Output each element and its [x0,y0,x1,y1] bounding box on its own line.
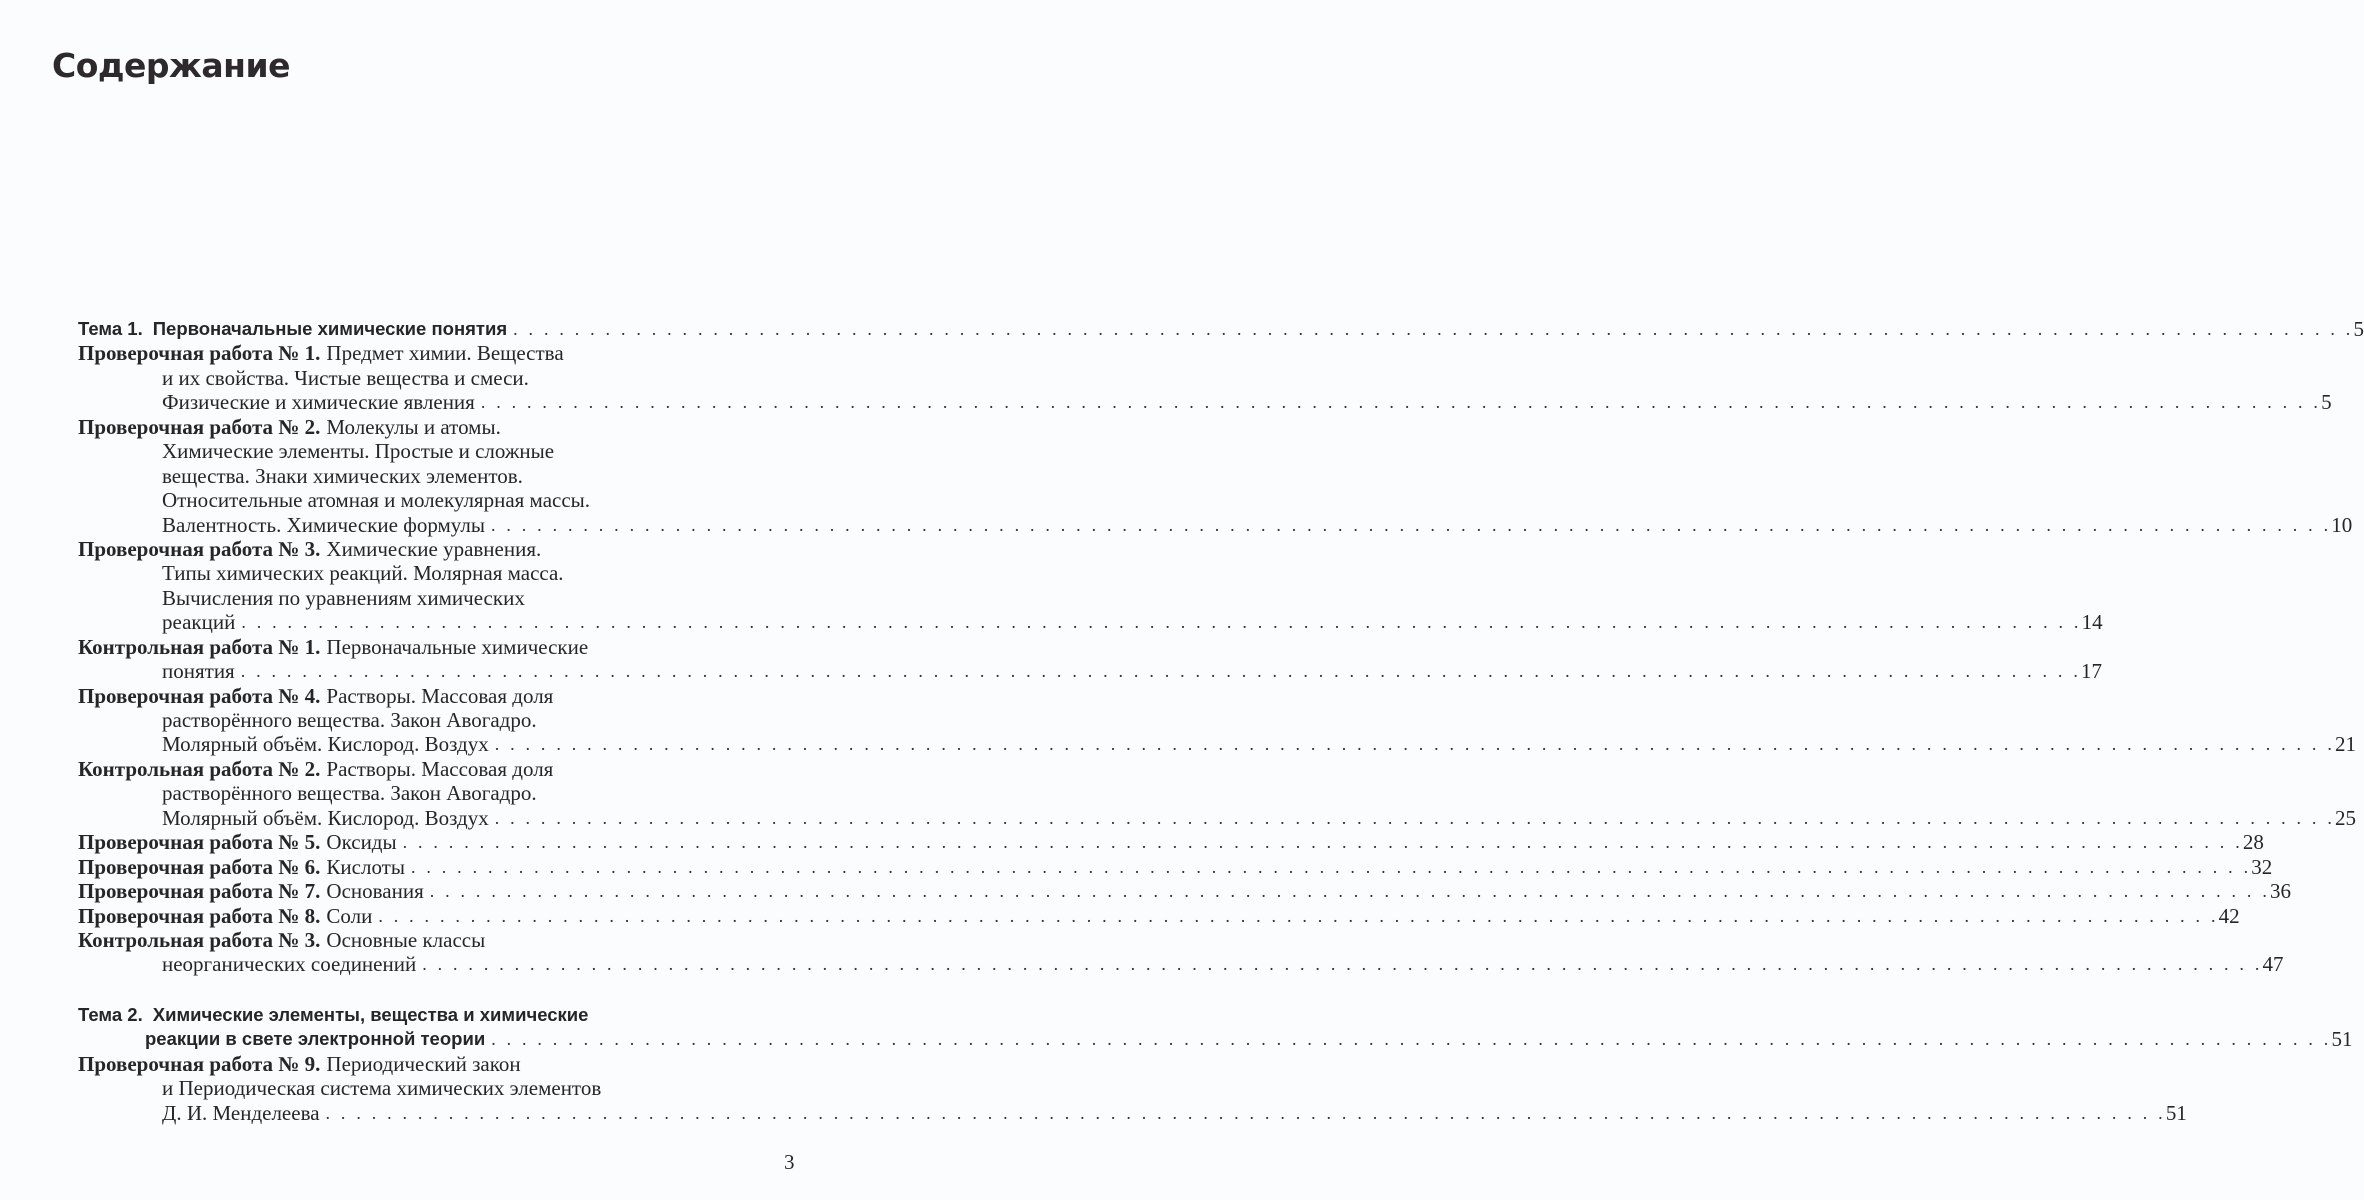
toc-line [78,1003,802,1027]
entry-page: 42 [2218,903,2240,928]
dot-leader: . . . . . . . . . . . . . . . . . . . . . . . . . . . . . . . . . . . . . . . . . . . . . . . . . . . . . . . . . . . . . . . . . . . . . . . . . . . . . . . . . . . . . . . . . . . . . . . . . . . . . . . . . . . . . . . . . . . . . . . . [410,856,2252,877]
entry-text: Основные классы [326,927,486,952]
entry-text: Кислоты [326,854,405,879]
toc-topic [78,317,2364,341]
toc-line [78,684,802,708]
entry-page: 5 [2353,317,2364,341]
dot-leader: . . . . . . . . . . . . . . . . . . . . . . . . . . . . . . . . . . . . . . . . . . . . . . . . . . . . . . . . . . . . . . . . . . . . . . . . . . . . . . . . . . . . . . . . . . . . . . . . . . . . . . . . . . . . . . . . . . . . . . . . [494,807,2336,828]
entry-page: 5 [2321,390,2332,415]
entry-page: 36 [2270,879,2292,904]
dot-leader: . . . . . . . . . . . . . . . . . . . . . . . . . . . . . . . . . . . . . . . . . . . . . . . . . . . . . . . . . . . . . . . . . . . . . . . . . . . . . . . . . . . . . . . . . . . . . . . . . . . . . . . . . . . . . . . . . . . . . . . . [422,954,2263,975]
page-number: 3 [784,1150,795,1174]
entry-text: Молекулы и атомы. [326,414,501,439]
dot-leader: . . . . . . . . . . . . . . . . . . . . . . . . . . . . . . . . . . . . . . . . . . . . . . . . . . . . . . . . . . . . . . . . . . . . . . . . . . . . . . . . . . . . . . . . . . . . . . . . . . . . . . . . . . . . . . . . . . . . . . . . [480,392,2322,413]
toc-line [78,635,802,659]
toc-line [78,610,2103,635]
toc-line [78,390,2332,415]
toc-entry [78,854,2273,879]
dot-leader: . . . . . . . . . . . . . . . . . . . . . . . . . . . . . . . . . . . . . . . . . . . . . . . . . . . . . . . . . . . . . . . . . . . . . . . . . . . . . . . . . . . . . . . . . . . . . . . . . . . . . . . . . . . . . . . . . . . . . . . . [402,832,2243,853]
entry-text: Предмет химии. Вещества [326,341,564,366]
toc-entry [78,536,2103,635]
entry-page: 10 [2331,512,2353,537]
entry-text: Первоначальные химические [326,634,589,659]
entry-label: Проверочная работа № 6. [78,854,321,879]
entry-label: Проверочная работа № 2. [78,414,321,439]
entry-text: растворённого вещества. Закон Авогадро. [162,781,537,806]
entry-text: Физические и химические явления [162,390,475,415]
toc-entry [78,903,2240,928]
dot-leader: . . . . . . . . . . . . . . . . . . . . . . . . . . . . . . . . . . . . . . . . . . . . . . . . . . . . . . . . . . . . . . . . . . . . . . . . . . . . . . . . . . . . . . . . . . . . . . . . . . . . . . . . . . . . . . . . . . . . . . . . [429,881,2271,902]
entry-text: Вычисления по уравнениям химических [162,585,525,610]
toc-line [78,928,802,952]
toc-line [78,439,802,463]
entry-label: Проверочная работа № 1. [78,341,321,366]
toc-line [78,659,2103,684]
entry-page: 25 [2335,805,2357,830]
toc-line [78,586,802,610]
entry-text: Химические уравнения. [326,536,542,561]
entry-text: и их свойства. Чистые вещества и смеси. [162,365,529,390]
entry-text: реакции в свете электронной теории [145,1028,486,1050]
dot-leader: . . . . . . . . . . . . . . . . . . . . . . . . . . . . . . . . . . . . . . . . . . . . . . . . . . . . . . . . . . . . . . . . . . . . . . . . . . . . . . . . . . . . . . . . . . . . . . . . . . . . . . . . . . . . . . . . . . . . . . . . [241,612,2082,633]
dot-leader: . . . . . . . . . . . . . . . . . . . . . . . . . . . . . . . . . . . . . . . . . . . . . . . . . . . . . . . . . . . . . . . . . . . . . . . . . . . . . . . . . . . . . . . . . . . . . . . . . . . . . . . . . . . . . . . . . . . . . . . . [240,661,2082,682]
entry-text: растворённого вещества. Закон Авогадро. [162,708,537,732]
entry-text: Молярный объём. Кислород. Воздух [162,732,489,757]
toc-line [78,464,802,488]
entry-text: Первоначальные химические понятия [152,318,508,339]
entry-text: Растворы. Массовая доля [326,683,554,708]
entry-text: Растворы. Массовая доля [326,756,554,781]
toc-line [78,561,802,585]
entry-text: и Периодическая система химических элементов [162,1076,602,1101]
entry-page: 51 [2165,1100,2187,1125]
toc-line [78,781,802,805]
toc-entry [78,830,2264,855]
entry-page: 17 [2081,659,2103,684]
toc-line [78,708,802,732]
entry-label: Проверочная работа № 9. [78,1051,321,1076]
entry-text: Химические элементы. Простые и сложные [162,439,555,464]
dot-leader: . . . . . . . . . . . . . . . . . . . . . . . . . . . . . . . . . . . . . . . . . . . . . . . . . . . . . . . . . . . . . . . . . . . . . . . . . . . . . . . . . . . . . . . . . . . . . . . . . . . . . . . . . . . . . . . . . . . . . . . . [378,905,2219,926]
toc-line [78,854,2273,879]
toc-line [78,879,2292,904]
entry-label: Проверочная работа № 5. [78,830,321,855]
entry-text: Валентность. Химические формулы [162,512,485,537]
entry-text: неорганических соединений [162,952,417,977]
dot-leader: . . . . . . . . . . . . . . . . . . . . . . . . . . . . . . . . . . . . . . . . . . . . . . . . . . . . . . . . . . . . . . . . . . . . . . . . . . . . . . . . . . . . . . . . . . . . . . . . . . . . . . . . . . . . . . . . . . . . . . . . [491,1029,2332,1050]
entry-label: Проверочная работа № 4. [78,683,321,708]
toc-line [78,1100,2187,1125]
toc-line [78,830,2264,855]
toc-entry [78,927,2284,977]
entry-label: Проверочная работа № 3. [78,536,321,561]
entry-page: 21 [2335,732,2357,757]
entry-label: Тема 1. [78,318,143,339]
dot-leader: . . . . . . . . . . . . . . . . . . . . . . . . . . . . . . . . . . . . . . . . . . . . . . . . . . . . . . . . . . . . . . . . . . . . . . . . . . . . . . . . . . . . . . . . . . . . . . . . . . . . . . . . . . . . . . . . . . . . . . . . [494,734,2336,755]
entry-text: Химические элементы, вещества и химические [152,1003,589,1025]
toc-entry [78,634,2103,684]
toc-line [78,366,802,390]
toc-line [78,537,802,561]
entry-page: 32 [2251,854,2273,879]
entry-text: Основания [326,879,424,904]
entry-text: Соли [326,903,373,928]
toc-line [78,805,2357,830]
entry-text: Д. И. Менделеева [162,1100,320,1125]
toc-entry [78,1051,2187,1125]
toc-line [78,341,802,365]
dot-leader: . . . . . . . . . . . . . . . . . . . . . . . . . . . . . . . . . . . . . . . . . . . . . . . . . . . . . . . . . . . . . . . . . . . . . . . . . . . . . . . . . . . . . . . . . . . . . . . . . . . . . . . . . . . . . . . . . . . . . . . . [325,1102,2166,1123]
entry-page: 47 [2262,952,2284,977]
entry-text: Молярный объём. Кислород. Воздух [162,805,489,830]
toc-line [78,952,2284,977]
entry-label: Проверочная работа № 8. [78,903,321,928]
entry-text: Типы химических реакций. Молярная масса. [162,561,564,586]
toc-line [78,1027,2353,1052]
toc-line [78,1052,802,1076]
dot-leader: . . . . . . . . . . . . . . . . . . . . . . . . . . . . . . . . . . . . . . . . . . . . . . . . . . . . . . . . . . . . . . . . . . . . . . . . . . . . . . . . . . . . . . . . . . . . . . . . . . . . . . . . . . . . . . . . . . . . . . . . [490,514,2332,535]
toc-line [78,1076,802,1100]
toc-entry [78,414,2353,537]
toc-line [78,732,2357,757]
table-of-contents [78,317,2364,1125]
toc-line [78,903,2240,928]
entry-text: Периодический закон [326,1051,521,1076]
page-title: Содержание [52,46,290,85]
entry-text: Оксиды [326,830,397,855]
dot-leader: . . . . . . . . . . . . . . . . . . . . . . . . . . . . . . . . . . . . . . . . . . . . . . . . . . . . . . . . . . . . . . . . . . . . . . . . . . . . . . . . . . . . . . . . . . . . . . . . . . . . . . . . . . . . . . . . . . . . . . . . [513,319,2354,339]
toc-entry [78,341,2332,415]
entry-label: Контрольная работа № 3. [78,927,321,952]
entry-text: Относительные атомная и молекулярная массы. [162,488,591,513]
toc-entry [78,879,2292,904]
entry-label: Контрольная работа № 1. [78,634,321,659]
toc-line [78,415,802,439]
toc-line [78,317,2364,341]
entry-label: Контрольная работа № 2. [78,756,321,781]
toc-line [78,757,802,781]
entry-text: вещества. Знаки химических элементов. [162,463,523,488]
entry-label: Тема 2. [78,1003,143,1025]
toc-entry [78,756,2357,830]
entry-page: 14 [2081,610,2103,635]
entry-text: понятия [162,659,235,684]
entry-page: 51 [2331,1027,2353,1052]
toc-line [78,512,2353,537]
entry-page: 28 [2242,830,2264,855]
toc-line [78,488,802,512]
entry-label: Проверочная работа № 7. [78,879,321,904]
toc-topic [78,1003,2353,1052]
entry-text: реакций [162,610,236,635]
toc-entry [78,683,2357,757]
